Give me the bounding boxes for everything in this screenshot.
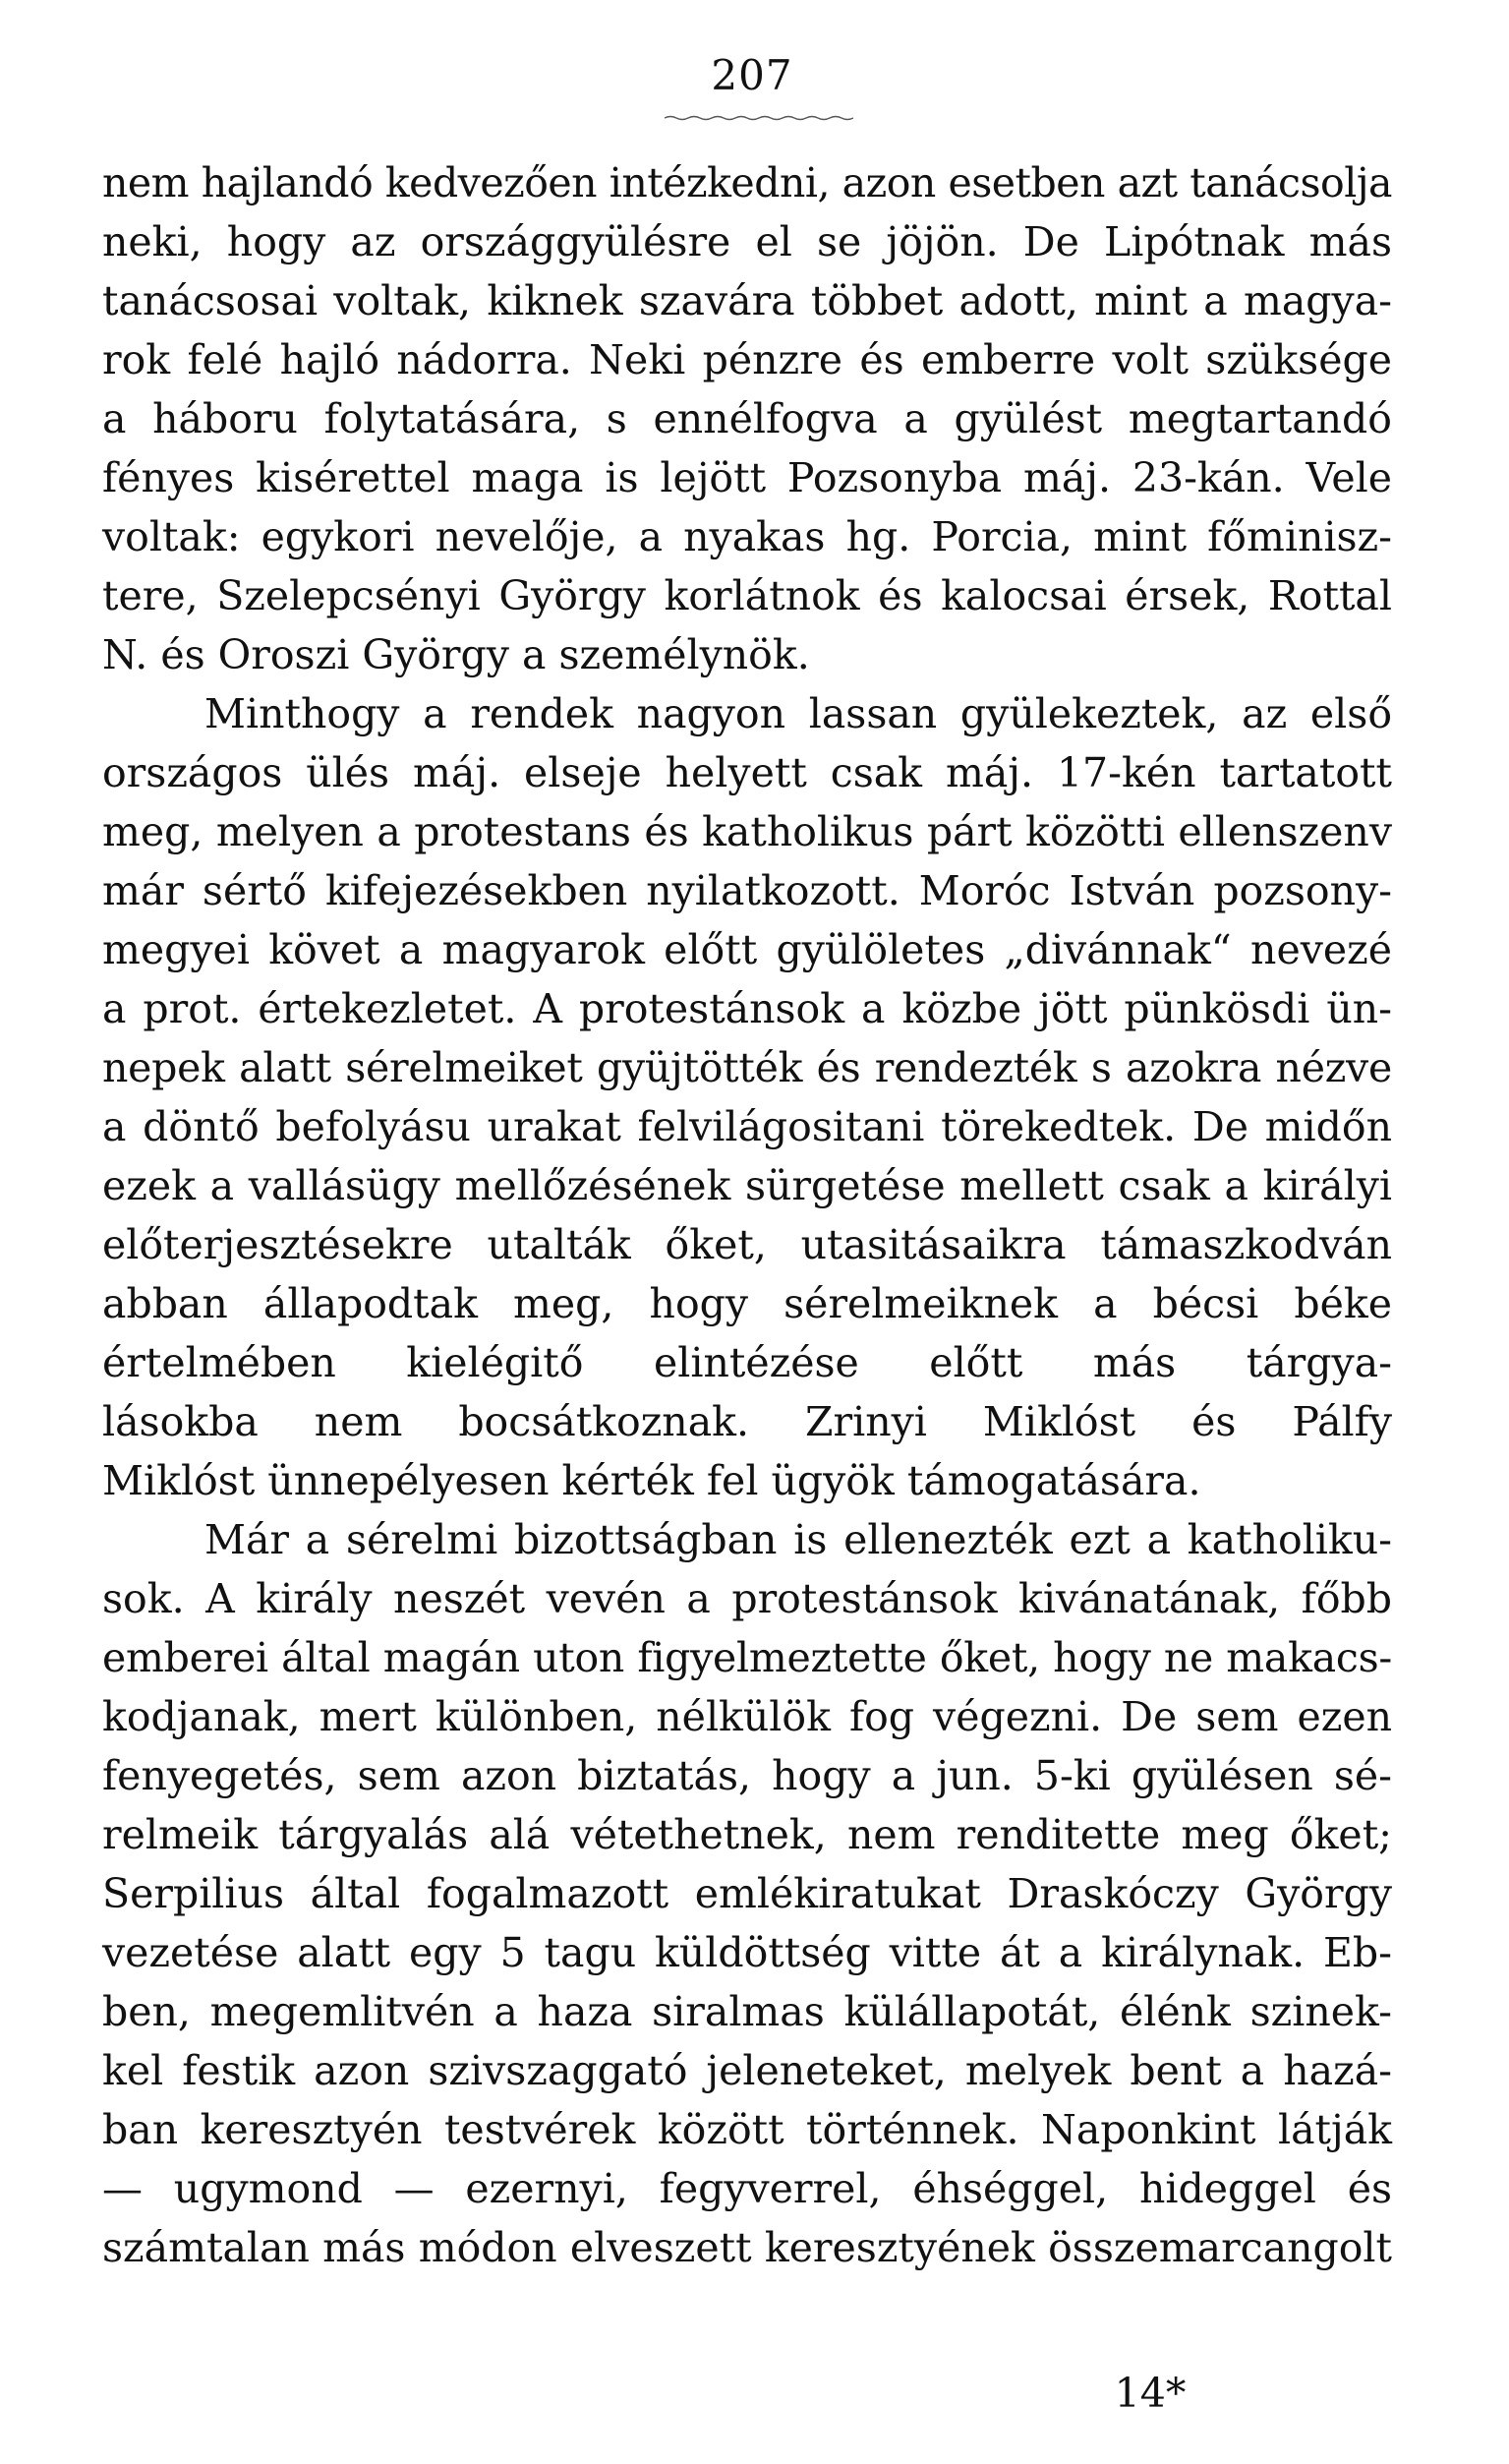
text-line: voltak: egykori nevelője, a nyakas hg. Porcia, mint főminisz-: [102, 513, 1392, 560]
text-line: Minthogy a rendek nagyon lassan gyülekeztek, az első: [204, 690, 1392, 737]
text-line: Miklóst ünnepélyesen kérték fel ügyök támogatására.: [102, 1457, 1201, 1504]
text-line: rok felé hajló nádorra. Neki pénzre és emberre volt szüksége: [102, 336, 1392, 383]
text-line: relmeik tárgyalás alá vétethetnek, nem renditette meg őket;: [102, 1811, 1392, 1858]
page-number: 207: [711, 51, 793, 99]
text-line: kodjanak, mert különben, nélkülök fog végezni. De sem ezen: [102, 1693, 1392, 1740]
body-text: [102, 153, 1392, 2277]
text-line: fényes kisérettel maga is lejött Pozsonyba máj. 23-kán. Vele: [102, 454, 1392, 501]
text-line: fenyegetés, sem azon biztatás, hogy a jun. 5-ki gyülésen sé-: [102, 1752, 1392, 1799]
paragraph-1: [102, 153, 1392, 684]
text-line: meg, melyen a protestans és katholikus párt közötti ellenszenv: [102, 808, 1392, 855]
text-line: már sértő kifejezésekben nyilatkozott. Moróc István pozsony-: [102, 867, 1392, 914]
text-line: neki, hogy az országgyülésre el se jöjön. De Lipótnak más: [102, 218, 1392, 265]
text-line: N. és Oroszi György a személynök.: [102, 631, 810, 678]
signature-mark: 14*: [1114, 2370, 1187, 2417]
text-line: ban keresztyén testvérek között történnek. Naponkint látják: [102, 2106, 1392, 2153]
text-line: megyei követ a magyarok előtt gyülöletes „divánnak“ nevezé: [102, 926, 1392, 973]
text-line: országos ülés máj. elseje helyett csak máj. 17-kén tartatott: [102, 749, 1392, 796]
text-line: tanácsosai voltak, kiknek szavára többet adott, mint a magya-: [102, 277, 1392, 324]
text-line: számtalan más módon elveszett keresztyének összemarcangolt: [102, 2224, 1392, 2271]
text-line: a prot. értekezletet. A protestánsok a közbe jött pünkösdi ün-: [102, 985, 1392, 1032]
text-line: emberei által magán uton figyelmeztette őket, hogy ne makacs-: [102, 1634, 1392, 1681]
text-line: — ugymond — ezernyi, fegyverrel, éhséggel, hideggel és: [102, 2165, 1392, 2212]
paragraph-3: [102, 1510, 1392, 2277]
text-line: Serpilius által fogalmazott emlékiratukat Draskóczy György: [102, 1870, 1392, 1917]
text-line: előterjesztésekre utalták őket, utasitásaikra támaszkodván: [102, 1221, 1392, 1268]
text-line: Már a sérelmi bizottságban is ellenezték ezt a katholiku-: [204, 1516, 1392, 1563]
text-line: értelmében kielégitő elintézése előtt más tárgya-: [102, 1339, 1392, 1386]
text-line: sok. A király neszét vevén a protestánsok kivánatának, főbb: [102, 1575, 1392, 1622]
text-line: ezek a vallásügy mellőzésének sürgetése mellett csak a királyi: [102, 1162, 1392, 1209]
text-line: nem hajlandó kedvezően intézkedni, azon esetben azt tanácsolja: [102, 159, 1392, 206]
text-line: kel festik azon szivszaggató jeleneteket, melyek bent a hazá-: [102, 2047, 1392, 2094]
text-line: tere, Szelepcsényi György korlátnok és kalocsai érsek, Rottal: [102, 572, 1392, 619]
text-line: a döntő befolyásu urakat felvilágositani törekedtek. De midőn: [102, 1103, 1392, 1150]
text-line: abban állapodtak meg, hogy sérelmeiknek a bécsi béke: [102, 1280, 1392, 1327]
text-line: vezetése alatt egy 5 tagu küldöttség vitte át a királynak. Eb-: [102, 1929, 1392, 1976]
text-line: ben, megemlitvén a haza siralmas külállapotát, élénk szinek-: [102, 1988, 1392, 2035]
header-ornament-rule: [665, 114, 853, 122]
text-line: nepek alatt sérelmeiket gyüjtötték és rendezték s azokra nézve: [102, 1044, 1392, 1091]
text-line: lásokba nem bocsátkoznak. Zrinyi Miklóst és Pálfy: [102, 1398, 1392, 1445]
paragraph-2: [102, 684, 1392, 1510]
text-line: a háboru folytatására, s ennélfogva a gyülést megtartandó: [102, 395, 1392, 442]
